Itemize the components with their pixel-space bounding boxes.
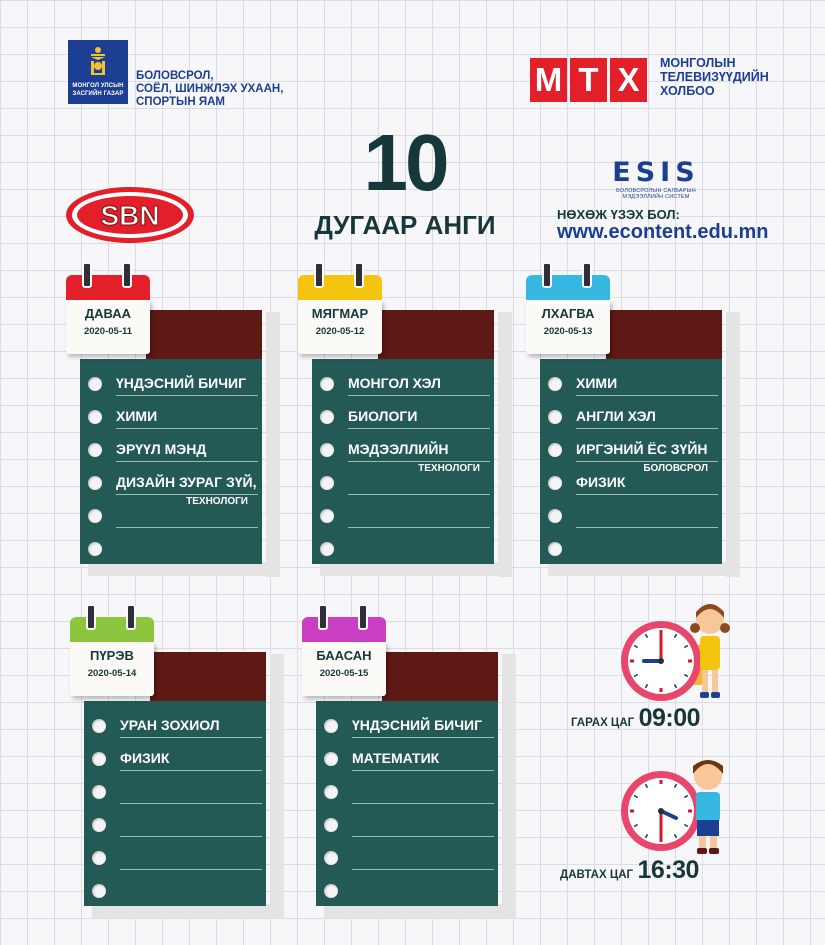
binder-hole	[548, 377, 562, 391]
repeat-time	[560, 856, 699, 885]
subject-name-continuation: ТЕХНОЛОГИ	[186, 496, 248, 507]
subject-name: ЭРҮҮЛ МЭНД	[116, 441, 207, 457]
binder-hole	[320, 542, 334, 556]
card-header-band	[606, 310, 722, 359]
binder-hole	[88, 377, 102, 391]
ruled-line	[352, 770, 494, 771]
subject-board	[540, 359, 722, 564]
day-name: БААСАН	[316, 648, 372, 663]
day-name: ЛХАГВА	[541, 306, 595, 321]
subject-name: ҮНДЭСНИЙ БИЧИГ	[116, 375, 247, 391]
calendar-tab	[66, 262, 150, 354]
ruled-line	[348, 461, 490, 462]
government-emblem	[68, 40, 128, 104]
subject-name: ХИМИ	[576, 375, 618, 391]
ruled-line	[352, 869, 494, 870]
subject-name: БИОЛОГИ	[348, 408, 418, 424]
subject-name: МАТЕМАТИК	[352, 750, 440, 766]
sbn-logo-text: SBN	[100, 200, 160, 231]
calendar-tab-top	[66, 275, 150, 301]
ruled-line	[116, 527, 258, 528]
day-date: 2020-05-13	[543, 326, 593, 337]
calendar-ring-icon	[582, 262, 592, 288]
mtx-name	[660, 56, 810, 98]
calendar-tab	[70, 604, 154, 696]
subject-name: ИРГЭНИЙ ЁС ЗҮЙН	[576, 441, 708, 457]
calendar-ring-icon	[318, 604, 328, 630]
mtx-logo	[530, 58, 650, 102]
esis-subtitle-line: БОЛОВСРОЛЫН САЛБАРЫН	[616, 188, 696, 194]
ruled-line	[576, 494, 718, 495]
mtx-letter: Т	[570, 58, 607, 102]
website-url[interactable]: www.econtent.edu.mn	[557, 221, 769, 243]
esis-logo-text: ESIS	[612, 157, 700, 188]
ministry-name	[136, 70, 306, 109]
binder-hole	[320, 443, 334, 457]
subject-board	[80, 359, 262, 564]
calendar-tab-top	[302, 617, 386, 643]
day-card	[66, 262, 271, 582]
calendar-tab	[302, 604, 386, 696]
subject-name: МЭДЭЭЛЛИЙН	[348, 441, 449, 457]
ruled-line	[348, 395, 490, 396]
air-time-label: ГАРАХ ЦАГ	[571, 717, 635, 729]
day-card	[70, 604, 275, 924]
calendar-ring-icon	[354, 262, 364, 288]
calendar-tab-top	[298, 275, 382, 301]
binder-hole	[320, 410, 334, 424]
binder-hole	[92, 719, 106, 733]
ruled-line	[116, 395, 258, 396]
day-date: 2020-05-14	[87, 668, 137, 679]
calendar-tab	[526, 262, 610, 354]
mtx-letter: М	[530, 58, 567, 102]
binder-hole	[320, 476, 334, 490]
binder-hole	[88, 410, 102, 424]
calendar-ring-icon	[82, 262, 92, 288]
ruled-line	[352, 803, 494, 804]
ruled-line	[116, 428, 258, 429]
card-shadow	[266, 312, 280, 577]
binder-hole	[92, 884, 106, 898]
card-shadow	[320, 562, 512, 576]
calendar-ring-icon	[122, 262, 132, 288]
subject-board	[312, 359, 494, 564]
binder-hole	[548, 476, 562, 490]
card-header-band	[382, 652, 498, 701]
binder-hole	[324, 818, 338, 832]
card-shadow	[270, 654, 284, 919]
ruled-line	[348, 494, 490, 495]
card-shadow	[324, 904, 516, 918]
air-time-value: 09:00	[638, 704, 701, 732]
calendar-ring-icon	[86, 604, 96, 630]
binder-hole	[88, 476, 102, 490]
soyombo-icon	[86, 46, 110, 76]
ruled-line	[348, 428, 490, 429]
subject-name-continuation: ТЕХНОЛОГИ	[418, 463, 480, 474]
calendar-ring-icon	[358, 604, 368, 630]
mtx-name-line: ТЕЛЕВИЗҮҮДИЙН	[660, 70, 769, 84]
mtx-name-line: ХОЛБОО	[660, 84, 715, 98]
binder-hole	[92, 785, 106, 799]
subject-name: ФИЗИК	[576, 474, 626, 490]
day-name: ПҮРЭВ	[90, 648, 134, 663]
subject-name: МОНГОЛ ХЭЛ	[348, 375, 441, 391]
card-header-band	[150, 652, 266, 701]
sbn-logo	[64, 185, 196, 245]
ruled-line	[352, 836, 494, 837]
esis-subtitle-line: МЭДЭЭЛЛИЙН СИСТЕМ	[622, 194, 690, 200]
subject-name: ФИЗИК	[120, 750, 170, 766]
card-shadow	[548, 562, 740, 576]
binder-hole	[320, 509, 334, 523]
calendar-tab-top	[526, 275, 610, 301]
subject-name: УРАН ЗОХИОЛ	[120, 717, 220, 733]
binder-hole	[548, 542, 562, 556]
girl-illustration-icon	[690, 602, 730, 702]
ruled-line	[576, 527, 718, 528]
ruled-line	[120, 737, 262, 738]
binder-hole	[324, 851, 338, 865]
ruled-line	[120, 869, 262, 870]
day-name: ДАВАА	[84, 306, 132, 321]
calendar-tab-top	[70, 617, 154, 643]
esis-logo	[612, 158, 700, 200]
subject-name: ДИЗАЙН ЗУРАГ ЗҮЙ,	[116, 474, 257, 490]
boy-illustration-icon	[686, 758, 730, 858]
day-date: 2020-05-15	[319, 668, 369, 679]
binder-hole	[548, 443, 562, 457]
ruled-line	[352, 737, 494, 738]
day-card	[302, 604, 507, 924]
air-time	[571, 704, 700, 733]
mtx-letter: Х	[610, 58, 647, 102]
calendar-tab	[298, 262, 382, 354]
government-emblem-text: МОНГОЛ УЛСЫН ЗАСГИЙН ГАЗАР	[72, 83, 124, 97]
card-shadow	[92, 904, 284, 918]
ruled-line	[116, 461, 258, 462]
binder-hole	[324, 884, 338, 898]
ministry-line: БОЛОВСРОЛ,	[136, 70, 214, 82]
ruled-line	[576, 395, 718, 396]
binder-hole	[320, 377, 334, 391]
subject-board	[84, 701, 266, 906]
day-date: 2020-05-12	[315, 326, 365, 337]
ruled-line	[116, 494, 258, 495]
calendar-ring-icon	[126, 604, 136, 630]
binder-hole	[548, 410, 562, 424]
website-label: НӨХӨЖ ҮЗЭХ БОЛ:	[557, 207, 680, 222]
day-card	[298, 262, 503, 582]
ruled-line	[120, 803, 262, 804]
card-shadow	[726, 312, 740, 577]
subject-name: ҮНДЭСНИЙ БИЧИГ	[352, 717, 483, 733]
binder-hole	[92, 851, 106, 865]
day-date: 2020-05-11	[83, 326, 133, 337]
grade-label: ДУГААР АНГИ	[314, 210, 496, 240]
ruled-line	[120, 770, 262, 771]
subject-name-continuation: БОЛОВСРОЛ	[643, 463, 708, 474]
repeat-time-label: ДАВТАХ ЦАГ	[560, 869, 634, 881]
binder-hole	[88, 542, 102, 556]
day-card	[526, 262, 731, 582]
binder-hole	[548, 509, 562, 523]
binder-hole	[88, 443, 102, 457]
binder-hole	[92, 752, 106, 766]
repeat-time-value: 16:30	[637, 856, 699, 884]
ruled-line	[576, 428, 718, 429]
subject-board	[316, 701, 498, 906]
card-shadow	[502, 654, 516, 919]
subject-name: ХИМИ	[116, 408, 158, 424]
binder-hole	[92, 818, 106, 832]
card-shadow	[88, 562, 280, 576]
binder-hole	[324, 785, 338, 799]
ministry-line: СПОРТЫН ЯАМ	[136, 96, 225, 108]
ruled-line	[348, 527, 490, 528]
card-header-band	[146, 310, 262, 359]
calendar-ring-icon	[314, 262, 324, 288]
ruled-line	[120, 836, 262, 837]
binder-hole	[324, 719, 338, 733]
calendar-ring-icon	[542, 262, 552, 288]
grade-number: 10	[363, 118, 447, 207]
ruled-line	[576, 461, 718, 462]
card-shadow	[498, 312, 512, 577]
day-name: МЯГМАР	[311, 306, 369, 321]
subject-name: АНГЛИ ХЭЛ	[576, 408, 656, 424]
mtx-name-line: МОНГОЛЫН	[660, 56, 736, 70]
ministry-line: СОЁЛ, ШИНЖЛЭХ УХААН,	[136, 83, 284, 95]
card-header-band	[378, 310, 494, 359]
binder-hole	[88, 509, 102, 523]
binder-hole	[324, 752, 338, 766]
